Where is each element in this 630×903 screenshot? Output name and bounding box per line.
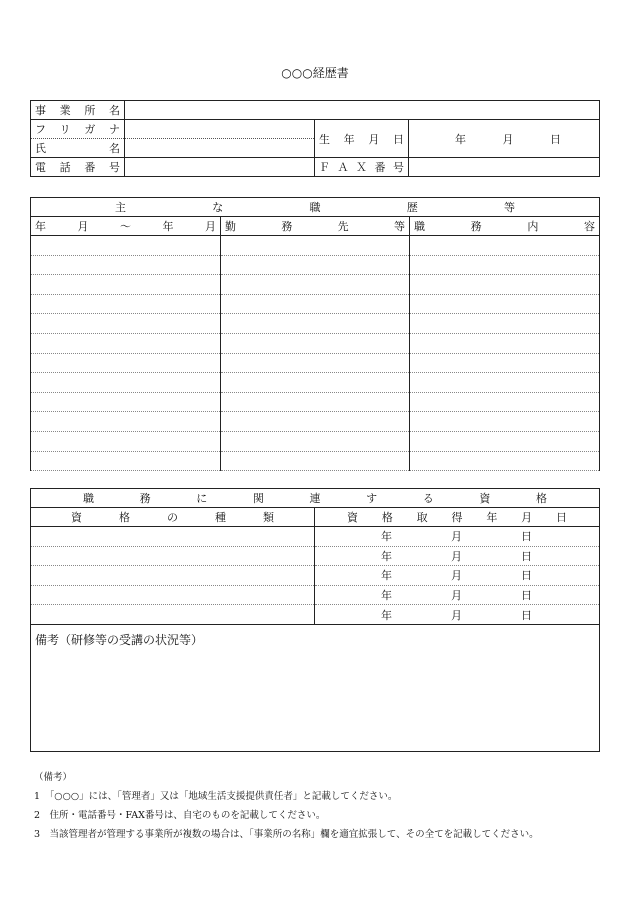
table-row xyxy=(31,353,600,373)
table-row xyxy=(31,527,600,547)
label-char: 資 xyxy=(479,492,491,505)
label-char: 番 xyxy=(84,161,96,174)
period-cell[interactable] xyxy=(31,412,221,432)
label-char: 先 xyxy=(337,220,349,233)
label-char: Ｆ xyxy=(319,161,330,174)
label-char: 電 xyxy=(35,161,46,174)
period-cell[interactable] xyxy=(31,333,221,353)
qualifications-table xyxy=(30,488,600,752)
table-row xyxy=(31,605,600,625)
employer-cell[interactable] xyxy=(221,275,410,295)
qualification-type-cell[interactable] xyxy=(31,527,315,547)
table-row xyxy=(31,566,600,586)
phone-label xyxy=(31,158,125,177)
label-char: 年 xyxy=(162,220,174,233)
employer-cell[interactable] xyxy=(221,373,410,393)
label-char: 内 xyxy=(527,220,539,233)
period-cell[interactable] xyxy=(31,236,221,256)
basic-info-table xyxy=(30,100,600,177)
table-row xyxy=(31,314,600,334)
duties-cell[interactable] xyxy=(410,314,600,334)
label-char: ガ xyxy=(84,123,96,136)
qualification-type-header xyxy=(31,508,315,527)
table-row xyxy=(31,585,600,605)
table-row xyxy=(31,373,600,393)
label-char: 務 xyxy=(139,492,151,505)
note-item: 2 住所・電話番号・FAX番号は、自宅のものを記載してください。 xyxy=(34,810,326,821)
office-name-label xyxy=(31,101,125,120)
furigana-label xyxy=(31,120,125,139)
employer-header xyxy=(221,217,410,236)
label-char: 月 xyxy=(205,220,216,233)
date-unit: 年 xyxy=(381,608,392,622)
label-char: 勤 xyxy=(225,220,236,233)
date-unit: 月 xyxy=(451,589,462,603)
employer-cell[interactable] xyxy=(221,392,410,412)
office-name-field[interactable] xyxy=(125,101,600,120)
label-char: 歴 xyxy=(406,201,418,214)
birthdate-field[interactable] xyxy=(409,120,600,158)
page-title: ○○○経歴書 xyxy=(281,66,349,80)
date-unit: 月 xyxy=(451,608,462,622)
period-cell[interactable] xyxy=(31,431,221,451)
employer-cell[interactable] xyxy=(221,294,410,314)
label-char: 年 xyxy=(486,511,498,524)
label-char: 主 xyxy=(115,201,126,214)
employer-cell[interactable] xyxy=(221,314,410,334)
label-char: 号 xyxy=(393,161,404,174)
qualification-type-cell[interactable] xyxy=(31,566,315,586)
label-char: 生 xyxy=(319,132,330,146)
period-cell[interactable] xyxy=(31,353,221,373)
table-row xyxy=(31,236,600,256)
notes xyxy=(34,768,539,844)
period-cell[interactable] xyxy=(31,392,221,412)
date-unit: 日 xyxy=(521,589,532,603)
duties-cell[interactable] xyxy=(410,236,600,256)
period-cell[interactable] xyxy=(31,373,221,393)
label-char: 日 xyxy=(555,511,567,524)
label-char: 月 xyxy=(77,220,89,233)
label-char: 等 xyxy=(393,220,405,233)
qualification-date-cell[interactable] xyxy=(315,605,600,625)
qualification-date-cell[interactable] xyxy=(315,566,600,586)
employer-cell[interactable] xyxy=(221,451,410,471)
period-header xyxy=(31,217,221,236)
employer-cell[interactable] xyxy=(221,353,410,373)
label-char: 名 xyxy=(109,142,120,155)
employer-cell[interactable] xyxy=(221,333,410,353)
label-char: 日 xyxy=(392,132,404,146)
label-char: Ｘ xyxy=(356,161,367,174)
duties-cell[interactable] xyxy=(410,294,600,314)
period-cell[interactable] xyxy=(31,255,221,275)
label-char: 〜 xyxy=(120,220,131,233)
label-char: の xyxy=(167,511,178,524)
qualification-type-cell[interactable] xyxy=(31,546,315,566)
date-unit: 年 xyxy=(381,530,392,544)
table-row xyxy=(31,412,600,432)
date-unit: 年 xyxy=(381,569,392,583)
label-char: に xyxy=(196,492,208,505)
period-cell[interactable] xyxy=(31,314,221,334)
duties-cell[interactable] xyxy=(410,392,600,412)
label-char: る xyxy=(422,492,434,505)
table-row xyxy=(31,333,600,353)
duties-cell[interactable] xyxy=(410,451,600,471)
duties-cell[interactable] xyxy=(410,275,600,295)
table-row xyxy=(31,431,600,451)
label-char: 号 xyxy=(108,161,120,174)
label-char: 名 xyxy=(108,104,120,117)
label-char: 月 xyxy=(502,132,514,146)
label-char: Ａ xyxy=(337,161,349,174)
birthdate-label xyxy=(315,120,409,158)
label-char: す xyxy=(366,492,378,505)
period-cell[interactable] xyxy=(31,294,221,314)
label-char: リ xyxy=(59,123,71,136)
label-char: 所 xyxy=(84,104,96,117)
label-char: 資 xyxy=(347,511,358,524)
fax-label xyxy=(315,158,409,177)
label-char: 取 xyxy=(416,511,428,524)
notes-heading: （備考） xyxy=(34,772,73,783)
label-char: 年 xyxy=(343,132,355,146)
remarks-box[interactable] xyxy=(31,624,600,751)
employer-cell[interactable] xyxy=(221,255,410,275)
qualification-type-cell[interactable] xyxy=(31,605,315,625)
label-char: 事 xyxy=(35,104,46,117)
note-item: 3 当該管理者が管理する事業所が複数の場合は、「事業所の名称」欄を適宜拡張して、その全てを記載してください。 xyxy=(34,829,539,840)
name-field[interactable] xyxy=(125,139,315,158)
label-char: 職 xyxy=(414,220,425,233)
duties-cell[interactable] xyxy=(410,353,600,373)
label-char: 話 xyxy=(59,161,71,174)
note-item: 1 「○○○」には、「管理者」又は「地域生活支援提供責任者」と記載してください。 xyxy=(34,791,398,802)
duties-cell[interactable] xyxy=(410,333,600,353)
duties-cell[interactable] xyxy=(410,412,600,432)
work-history-heading xyxy=(31,198,600,217)
qualification-type-cell[interactable] xyxy=(31,585,315,605)
label-char: 等 xyxy=(504,201,515,214)
duties-cell[interactable] xyxy=(410,431,600,451)
name-label xyxy=(31,139,125,158)
qualification-date-cell[interactable] xyxy=(315,585,600,605)
table-row xyxy=(31,392,600,412)
label-char: 職 xyxy=(309,201,321,214)
phone-field[interactable] xyxy=(125,158,315,177)
date-unit: 年 xyxy=(381,549,392,563)
date-unit: 月 xyxy=(451,569,462,583)
qualification-date-cell[interactable] xyxy=(315,527,600,547)
label-char: 格 xyxy=(536,492,547,505)
date-unit: 日 xyxy=(521,530,532,544)
table-row xyxy=(31,255,600,275)
label-char: 得 xyxy=(451,511,463,524)
label-char: な xyxy=(212,201,224,214)
employer-cell[interactable] xyxy=(221,412,410,432)
table-row xyxy=(31,275,600,295)
label-char: 氏 xyxy=(35,142,46,155)
label-char: 職 xyxy=(83,492,94,505)
date-unit: 日 xyxy=(521,569,532,583)
employer-cell[interactable] xyxy=(221,431,410,451)
date-unit: 年 xyxy=(381,589,392,603)
label-char: 年 xyxy=(35,220,46,233)
label-char: 番 xyxy=(374,161,386,174)
label-char: 種 xyxy=(215,511,226,524)
label-char: 年 xyxy=(455,132,466,146)
label-char: 格 xyxy=(381,511,393,524)
label-char: 日 xyxy=(550,132,561,146)
label-char: 資 xyxy=(71,511,82,524)
date-unit: 月 xyxy=(451,549,462,563)
table-row xyxy=(31,294,600,314)
fax-field[interactable] xyxy=(409,158,600,177)
label-char: 容 xyxy=(583,220,595,233)
label-char: ナ xyxy=(108,123,120,136)
furigana-field[interactable] xyxy=(125,120,315,139)
table-row xyxy=(31,546,600,566)
label-char: 連 xyxy=(309,492,321,505)
qualification-date-cell[interactable] xyxy=(315,546,600,566)
date-unit: 月 xyxy=(451,530,462,544)
qualifications-heading xyxy=(31,489,600,508)
date-unit: 日 xyxy=(521,608,532,622)
remarks-label: 備考（研修等の受講の状況等） xyxy=(35,632,204,647)
table-row xyxy=(31,451,600,471)
label-char: フ xyxy=(35,123,46,136)
period-cell[interactable] xyxy=(31,451,221,471)
label-char: 月 xyxy=(368,132,380,146)
label-char: 務 xyxy=(470,220,482,233)
duties-header xyxy=(410,217,600,236)
label-char: 格 xyxy=(119,511,130,524)
duties-cell[interactable] xyxy=(410,373,600,393)
label-char: 業 xyxy=(59,104,71,117)
label-char: 関 xyxy=(252,492,264,505)
qualification-date-header xyxy=(315,508,600,527)
label-char: 月 xyxy=(521,511,533,524)
work-history-table xyxy=(30,197,600,471)
duties-cell[interactable] xyxy=(410,255,600,275)
period-cell[interactable] xyxy=(31,275,221,295)
employer-cell[interactable] xyxy=(221,236,410,256)
label-char: 類 xyxy=(263,511,274,524)
date-unit: 日 xyxy=(521,549,532,563)
label-char: 務 xyxy=(281,220,293,233)
